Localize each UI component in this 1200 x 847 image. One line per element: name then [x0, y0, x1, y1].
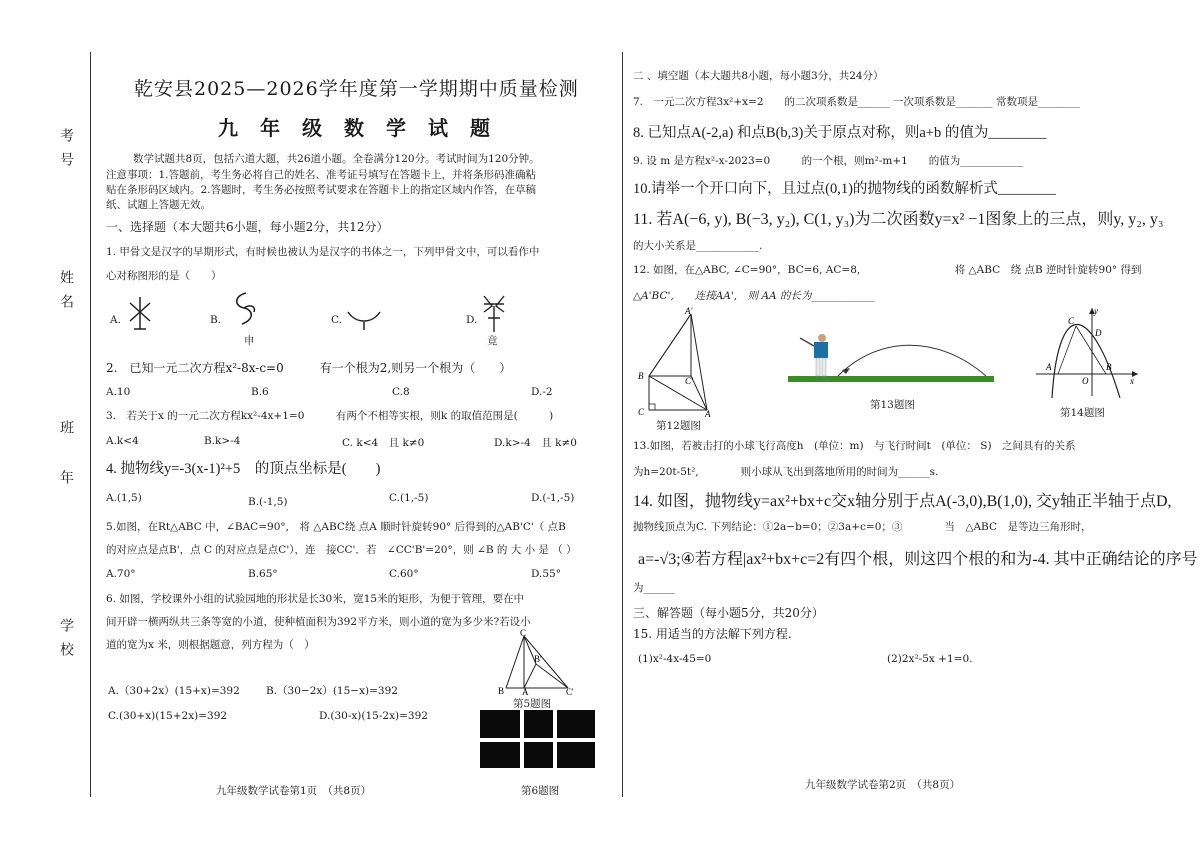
option-a: A.（30+2x）(15+x)=392	[108, 685, 240, 697]
question-text: 6. 如图，学校课外小组的试验园地的形状是长30米，宽15米的矩形，为便于管理，要在中	[106, 593, 525, 605]
page-divider	[622, 52, 623, 797]
question-text: 8. 已知点A(-2,a) 和点B(b,3)关于原点对称，则a+b 的值为________	[633, 125, 1047, 141]
sidebar-exam-no: 考号	[58, 128, 74, 176]
question-text: 为______	[633, 582, 675, 594]
section-heading: 三、解答题（每小题5分，共20分）	[633, 606, 824, 620]
option-a: A.70°	[106, 568, 136, 580]
sidebar-school: 学校	[58, 618, 74, 666]
option-c: C.	[331, 314, 342, 326]
intro-line: 贴在条形码区域内。2.答题时，考生务必按照考试要求在答题卡上的指定区域内作答，在草稿	[106, 184, 537, 196]
intro-line: 注意事项：1.答题前，考生务必将自己的姓名、准考证号填写在答题卡上，并将条形码准确粘	[106, 169, 537, 181]
question-text: 2. 已知一元二次方程x²-8x-c=0 有一个根为2,则另一个根为（ ）	[106, 361, 512, 375]
sidebar-grade: 年	[58, 470, 74, 494]
fig14-label-x: x	[1130, 376, 1134, 386]
oracle-glyph-b-icon	[226, 290, 262, 334]
option-d: D.(-1,-5)	[531, 492, 575, 504]
question-text: 13.如图，若被击打的小球飞行高度h (单位：m) 与飞行时间t (单位： S) 之间具有的关系	[633, 440, 1076, 452]
question-text: 心对称图形的是（ ）	[106, 270, 222, 282]
option-b: B.6	[251, 386, 269, 398]
fig12-label-a-prime: A'	[685, 306, 693, 316]
question-text: 1. 甲骨文是汉字的早期形式，有时候也被认为是汉字的书体之一，下列甲骨文中，可以看作中	[106, 246, 540, 258]
oracle-glyph-a-icon	[124, 295, 158, 337]
fig5-label-c: C	[520, 628, 527, 638]
question-text: 15. 用适当的方法解下列方程.	[633, 627, 792, 641]
option-b: B.k>-4	[204, 435, 241, 447]
option-a: A.	[110, 314, 121, 326]
option-d: D.-2	[531, 386, 553, 398]
option-c: C. k<4 且 k≠0	[342, 437, 425, 449]
question-text: △A'BC', 连接AA', 则 AA 的长为____________	[633, 290, 875, 302]
sidebar-name: 姓名	[58, 270, 74, 318]
section-heading: 二 、填空题（本大题共8小题，每小题3分，共24分）	[633, 70, 884, 82]
option-b: B.65°	[248, 568, 278, 580]
option-b: B.(-1,5)	[248, 496, 288, 508]
question-text: 12. 如图，在△ABC, ∠C=90°，BC=6, AC=8, 将 △ABC 绕 点B 逆时针旋转90° 得到	[633, 264, 1142, 276]
fig12-label-c-prime: C'	[685, 376, 693, 386]
question-text: 7. 一元二次方程3x²+x=2 的二次项系数是______ 一次项系数是_______ 常数项是________	[633, 96, 1080, 108]
option-c: C.(1,-5)	[389, 492, 429, 504]
section-heading: 一、选择题（本大题共6小题，每小题2分，共12分）	[106, 220, 389, 234]
option-d: D.	[466, 314, 478, 326]
option-d: D.(30-x)(15-2x)=392	[319, 710, 428, 722]
figure-5	[494, 628, 580, 696]
figure-6-caption: 第6题图	[521, 785, 560, 797]
question-text: 3. 若关于x 的一元二次方程kx²-4x+1=0 有两个不相等实根，则k 的取值范围是( )	[106, 410, 554, 422]
question-text: a=-√3;④若方程|ax²+bx+c=2有四个根，则这四个根的和为-4. 其中正确结论的序号	[638, 551, 1198, 568]
question-text: 5.如图，在Rt△ABC 中，∠BAC=90°, 将 △ABC绕 点A 顺时针旋转90° 后得到的△AB'C'（ 点B	[106, 521, 566, 533]
figure-14-caption: 第14题图	[1060, 407, 1105, 419]
question-text: 10.请举一个开口向下，且过点(0,1)的抛物线的函数解析式________	[633, 181, 1056, 197]
question-text: 9. 设 m 是方程x²-x-2023=0 的一个根，则m²-m+1 的值为____________	[633, 155, 1024, 167]
option-c: C.8	[392, 386, 410, 398]
option-b: B.	[210, 314, 222, 326]
option-a: A.k<4	[106, 435, 139, 447]
fig12-label-a: A	[705, 409, 711, 419]
option-c: C.(30+x)(15+2x)=392	[108, 710, 228, 722]
question-text: 间开辟一横两纵共三条等宽的小道，使种植面积为392平方米，则小道的宽为多少米?若设小	[106, 616, 531, 628]
fig14-label-c: C	[1068, 316, 1075, 326]
option-d: D.55°	[531, 568, 561, 580]
figure-14	[1032, 304, 1142, 398]
fig14-label-b: B	[1106, 362, 1112, 372]
fig5-label-a: A	[522, 687, 529, 696]
intro-line: 数学试题共8页，包括六道大题，共26道小题。全卷满分120分。考试时间为120分钟。	[133, 153, 540, 165]
caption-d: 竟	[487, 335, 498, 347]
page-footer: 九年级数学试卷第1页 （共8页）	[216, 785, 372, 797]
fig5-label-b-prime: B'	[534, 654, 542, 664]
question-text: 14. 如图，抛物线y=ax²+bx+c交x轴分别于点A(-3,0),B(1,0), 交y轴正半轴于点D,	[633, 493, 1172, 510]
figure-5-caption: 第5题图	[513, 698, 552, 710]
option-a: A.(1,5)	[106, 492, 142, 504]
option-b: B.（30−2x）(15−x)=392	[266, 685, 398, 697]
fig14-label-y: y	[1094, 306, 1098, 316]
option-a: A.10	[106, 386, 131, 398]
question-text: 的对应点是点B'，点 C 的对应点是点C'），连 接CC'．若 ∠CC'B'=20°，则 ∠B 的 大 小 是 （ ）	[106, 544, 577, 556]
figure-12-caption: 第12题图	[656, 420, 701, 432]
figure-12	[633, 306, 715, 420]
option-d: D.k>-4 且 k≠0	[494, 437, 577, 449]
sidebar-class: 班	[58, 420, 74, 444]
question-text: 抛物线顶点为C. 下列结论：①2a−b=0；②3a+c=0；③ 当 △ABC 是等边三角形时，	[633, 521, 1092, 533]
option-c: C.60°	[389, 568, 419, 580]
question-text: 道的宽为x 米，则根据题意，列方程为（ ）	[106, 639, 315, 651]
question-text: 4. 抛物线y=-3(x-1)²+5 的顶点坐标是( )	[106, 461, 381, 477]
oracle-glyph-d-icon	[478, 292, 512, 336]
figure-6	[480, 710, 595, 768]
question-text: 的大小关系是____________.	[633, 240, 763, 252]
fig14-label-d: D	[1095, 328, 1102, 338]
sub-question: (2)2x²-5x +1=0.	[887, 653, 973, 665]
oracle-glyph-c-icon	[344, 300, 386, 334]
fig5-label-c-prime: C'	[566, 687, 574, 696]
caption-b: 申	[244, 335, 255, 347]
fig12-label-c: C	[638, 407, 645, 417]
question-text: 为h=20t-5t², 则小球从飞出到落地所用的时间为______s.	[633, 466, 939, 478]
fig12-label-b: B	[638, 371, 644, 381]
fig14-label-a: A	[1046, 362, 1052, 372]
intro-line: 纸、试题上答题无效。	[106, 199, 211, 211]
figure-13-caption: 第13题图	[870, 399, 915, 411]
page-footer: 九年级数学试卷第2页 （共8页）	[805, 779, 961, 791]
fig5-label-b: B	[498, 686, 505, 696]
figure-13	[788, 330, 994, 386]
fig14-label-o: O	[1082, 376, 1089, 386]
question-text: 11. 若A(−6, y), B(−3, y₂), C(1, y₃)为二次函数y=x² −1图象上的三点，则y, y₂, y₃	[633, 211, 1164, 228]
sub-question: (1)x²-4x-45=0	[638, 653, 712, 665]
exam-title: 乾安县2025—2026学年度第一学期期中质量检测	[134, 78, 579, 100]
binding-line	[90, 52, 91, 797]
exam-subtitle: 九年级数学试题	[218, 116, 512, 140]
